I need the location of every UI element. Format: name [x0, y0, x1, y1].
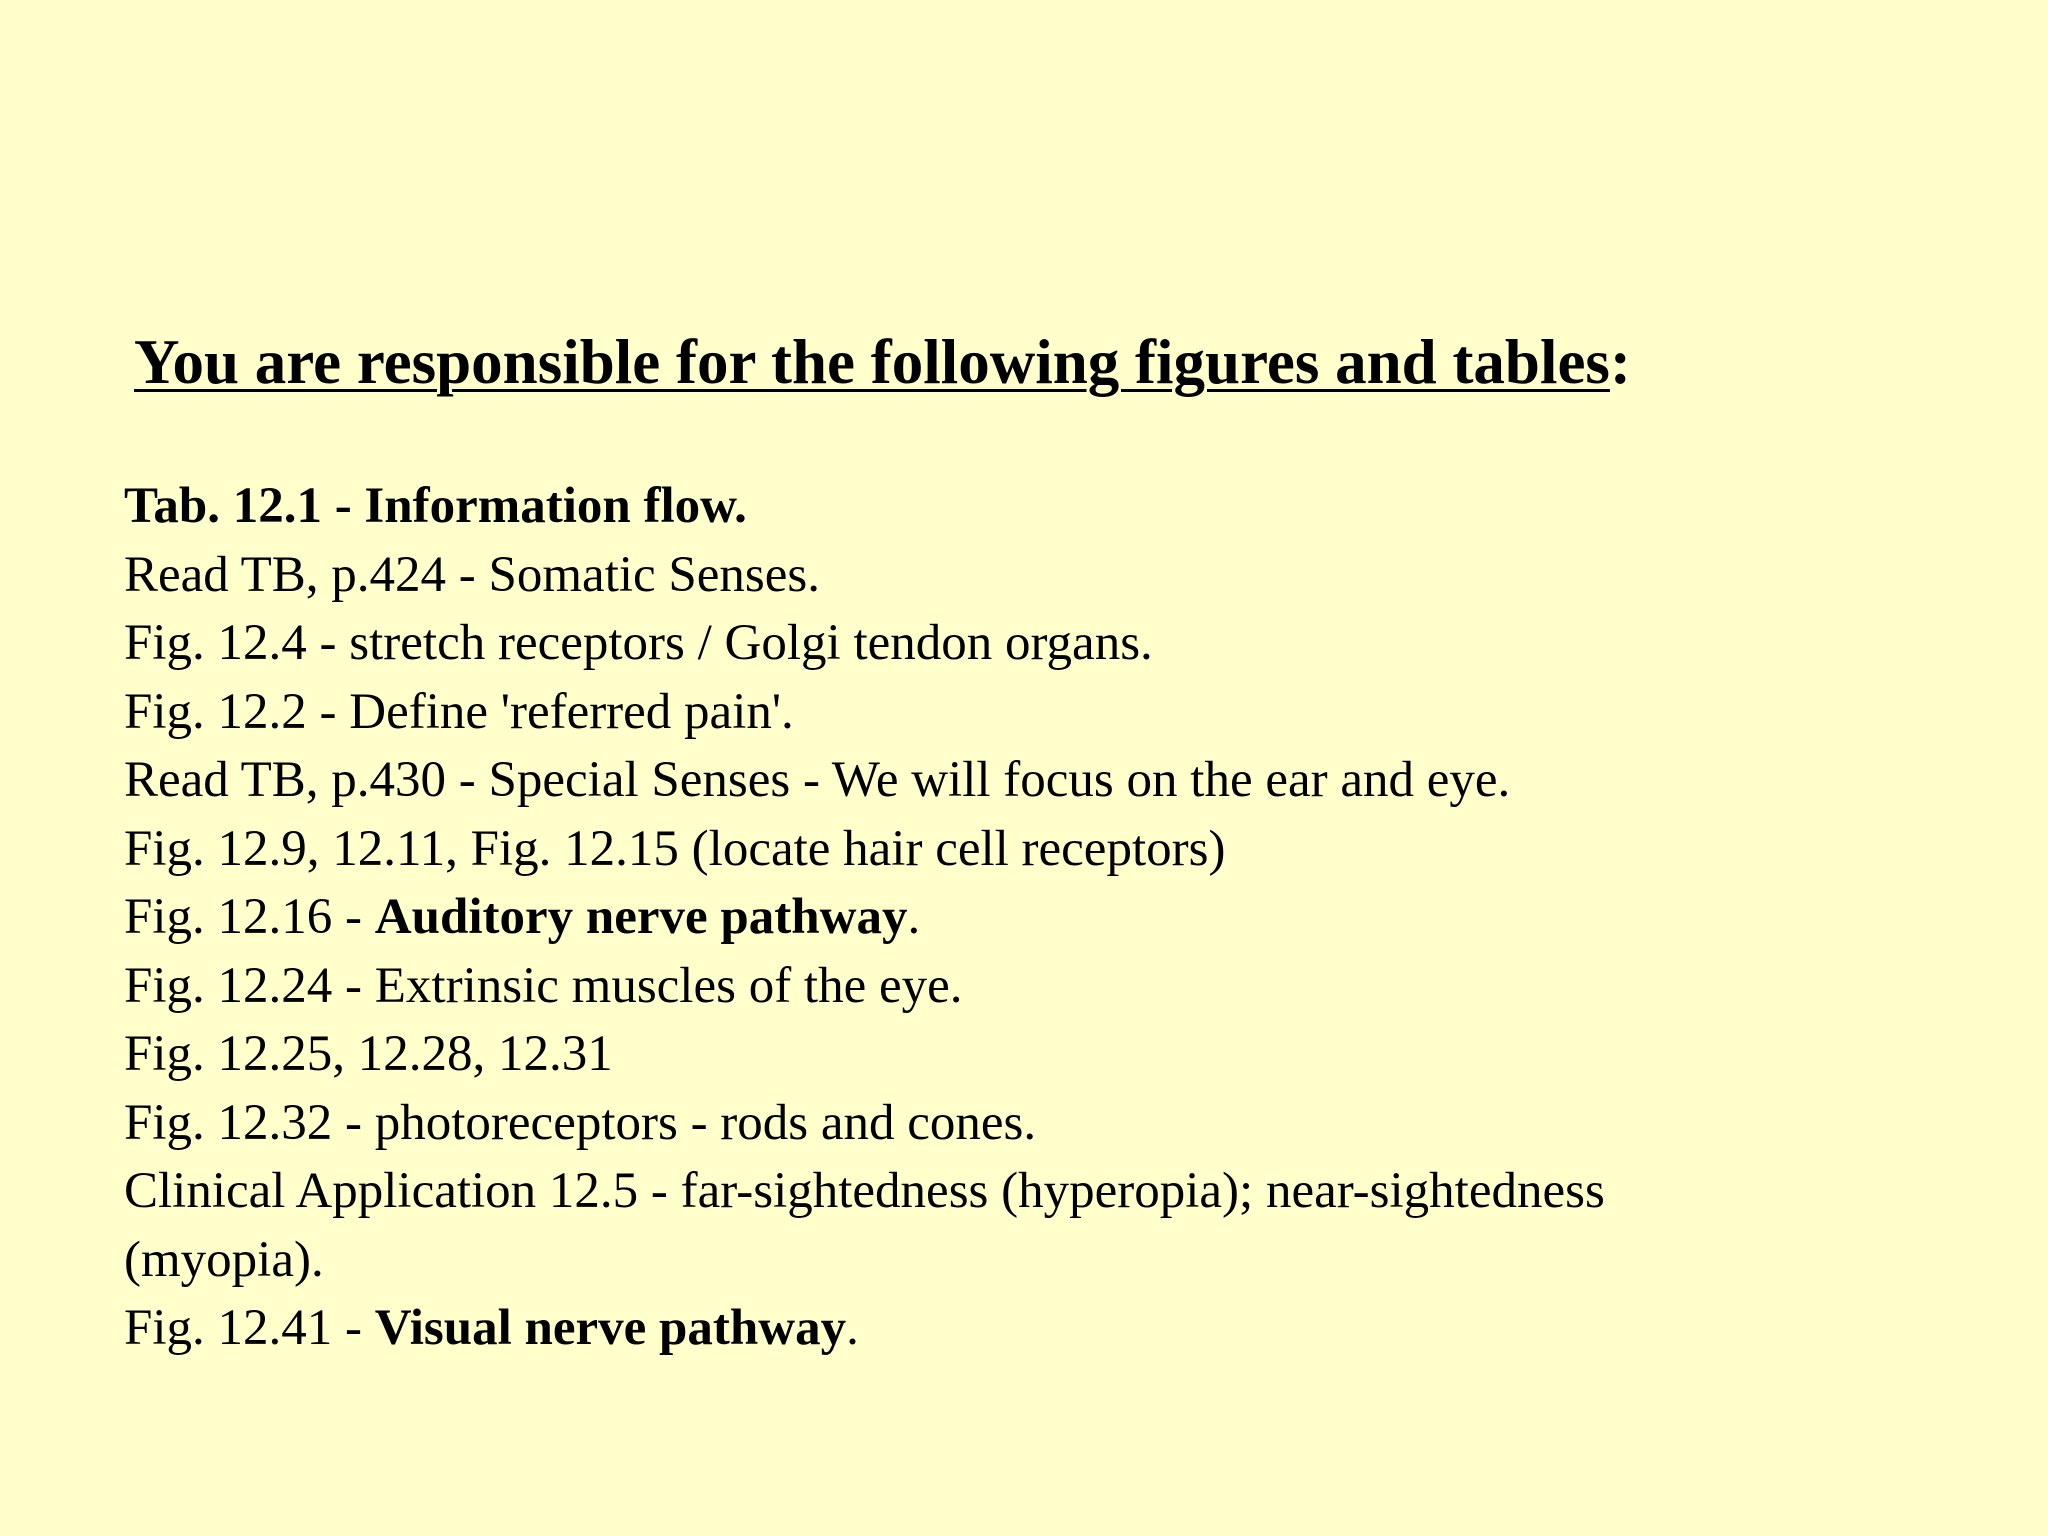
heading-text: You are responsible for the following figures and tables	[134, 327, 1610, 397]
list-item-clinical-application-cont: (myopia).	[124, 1231, 324, 1288]
list-item-fig-12-4: Fig. 12.4 - stretch receptors / Golgi tendon organs.	[124, 615, 1153, 671]
fig-12-16-label: Fig. 12.16 -	[124, 889, 375, 945]
list-item-fig-12-9: Fig. 12.9, 12.11, Fig. 12.15 (locate hair cell receptors)	[124, 820, 1226, 877]
fig-12-41-label: Fig. 12.41 -	[124, 1300, 375, 1356]
list-item-fig-12-32: Fig. 12.32 - photoreceptors - rods and cones.	[124, 1094, 1037, 1151]
reading-list	[124, 472, 1924, 1363]
heading-colon: :	[1609, 327, 1631, 397]
list-item-fig-12-2: Fig. 12.2 - Define 'referred pain'.	[124, 683, 794, 740]
auditory-pathway-text: Auditory nerve pathway	[374, 889, 908, 945]
list-item-fig-12-24: Fig. 12.24 - Extrinsic muscles of the eye.	[124, 957, 963, 1014]
visual-pathway-text: Visual nerve pathway	[374, 1300, 847, 1356]
list-item-somatic-senses: Read TB, p.424 - Somatic Senses.	[124, 546, 820, 603]
list-item-fig-12-16	[124, 883, 1924, 952]
list-item-clinical-application: Clinical Application 12.5 - far-sightedness (hyperopia); near-sightedness	[124, 1163, 1605, 1219]
slide-heading	[134, 325, 1631, 400]
fig-12-41-period: .	[846, 1300, 859, 1356]
list-item-fig-12-41	[124, 1294, 1924, 1363]
list-item-special-senses: Read TB, p.430 - Special Senses - We will focus on the ear and eye.	[124, 752, 1511, 808]
list-item-table-12-1: Tab. 12.1 - Information flow.	[124, 478, 747, 534]
list-item-fig-12-25: Fig. 12.25, 12.28, 12.31	[124, 1026, 613, 1082]
fig-12-16-period: .	[907, 889, 921, 945]
